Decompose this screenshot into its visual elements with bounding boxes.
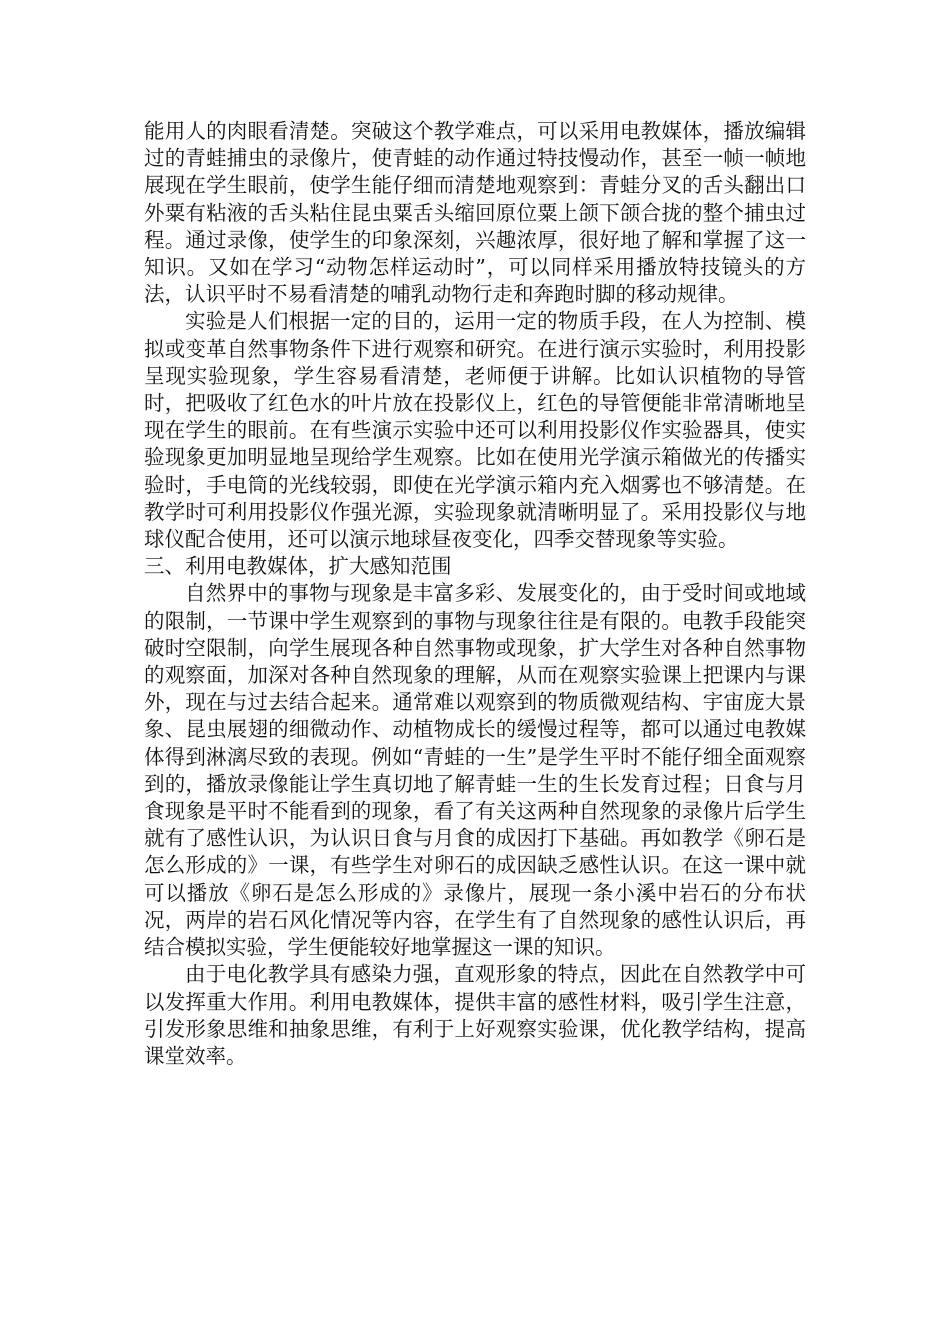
paragraph-conclusion: 由于电化教学具有感染力强，直观形象的特点，因此在自然教学中可以发挥重大作用。利用电教媒体，提供丰富的感性材料，吸引学生注意，引发形象思维和抽象思维，有利于上好观察实验课，优化教学结构，提高课堂效率。: [144, 962, 806, 1068]
document-page: [144, 118, 806, 1070]
paragraph-experiment: 实验是人们根据一定的目的，运用一定的物质手段，在人为控制、模拟或变革自然事物条件下进行观察和研究。在进行演示实验时，利用投影呈现实验现象，学生容易看清楚，老师便于讲解。比如认识植物的导管时，把吸收了红色水的叶片放在投影仪上，红色的导管便能非常清晰地呈现在学生的眼前。在有些演示实验中还可以利用投影仪作实验器具，使实验现象更加明显地呈现给学生观察。比如在使用光学演示箱做光的传播实验时，手电筒的光线较弱，即使在光学演示箱内充入烟雾也不够清楚。在教学时可利用投影仪作强光源，实验现象就清晰明显了。采用投影仪与地球仪配合使用，还可以演示地球昼夜变化，四季交替现象等实验。: [144, 309, 806, 552]
section-heading-3: 三、利用电教媒体，扩大感知范围: [144, 554, 452, 579]
paragraph-perception-range: 自然界中的事物与现象是丰富多彩、发展变化的，由于受时间或地域的限制，一节课中学生观察到的事物与现象往往是有限的。电教手段能突破时空限制，向学生展现各种自然事物或现象，扩大学生对各种自然事物的观察面，加深对各种自然现象的理解，从而在观察实验课上把课内与课外，现在与过去结合起来。通常难以观察到的物质微观结构、宇宙庞大景象、昆虫展翅的细微动作、动植物成长的缓慢过程等，都可以通过电教媒体得到淋漓尽致的表现。例如“青蛙的一生”是学生平时不能仔细全面观察到的，播放录像能让学生真切地了解青蛙一生的生长发育过程；日食与月食现象是平时不能看到的现象，看了有关这两种自然现象的录像片后学生就有了感性认识，为认识日食与月食的成因打下基础。再如教学《卵石是怎么形成的》一课，有些学生对卵石的成因缺乏感性认识。在这一课中就可以播放《卵石是怎么形成的》录像片，展现一条小溪中岩石的分布状况，两岸的岩石风化情况等内容，在学生有了自然现象的感性认识后，再结合模拟实验，学生便能较好地掌握这一课的知识。: [144, 581, 806, 960]
paragraph-continuation: 能用人的肉眼看清楚。突破这个教学难点，可以采用电教媒体，播放编辑过的青蛙捕虫的录像片，使青蛙的动作通过特技慢动作，甚至一帧一帧地展现在学生眼前，使学生能仔细而清楚地观察到：青蛙分叉的舌头翻出口外粟有粘液的舌头粘住昆虫粟舌头缩回原位粟上颌下颌合拢的整个捕虫过程。通过录像，使学生的印象深刻，兴趣浓厚，很好地了解和掌握了这一知识。又如在学习“动物怎样运动时”，可以同样采用播放特技镜头的方法，认识平时不易看清楚的哺乳动物行走和奔跑时脚的移动规律。: [144, 119, 806, 307]
